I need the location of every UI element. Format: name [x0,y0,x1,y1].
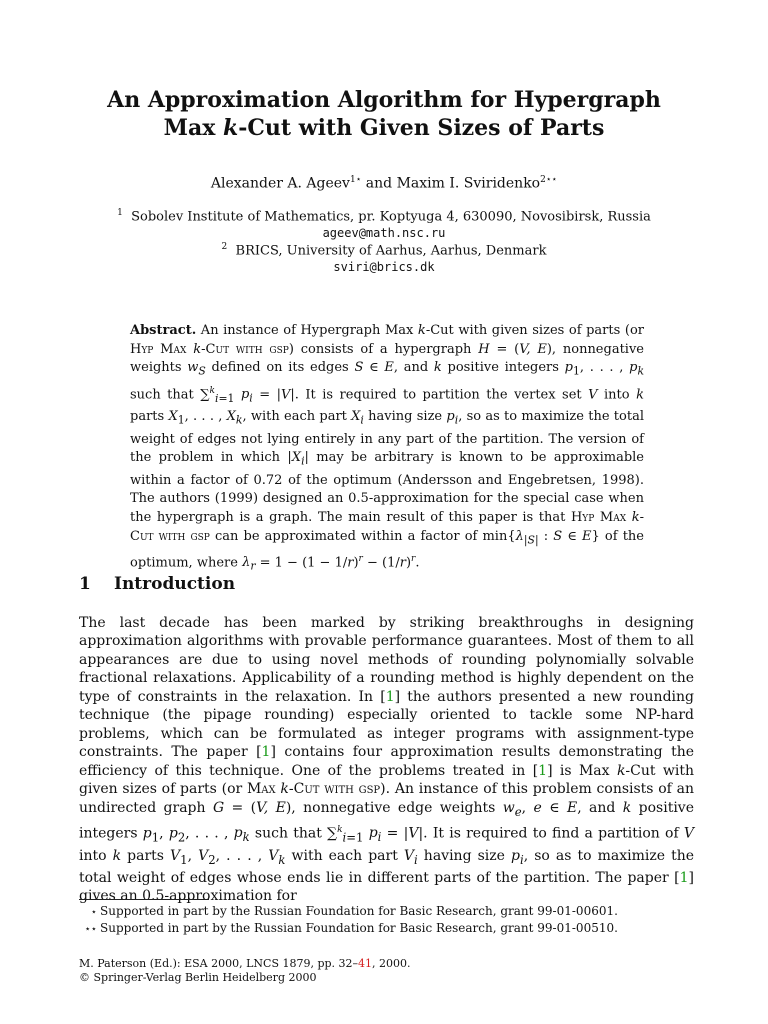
citation-link[interactable]: 1 [679,869,689,886]
affiliation-1: $^1$ Sobolev Institute of Mathematics, pr. Koptyuga 4, 630090, Novosibirsk, Russia [117,208,651,225]
authors: Alexander A. Ageev$^{1⋆}$ and Maxim I. Sviridenko$^{2⋆⋆}$ [210,175,558,192]
citation-link[interactable]: 1 [538,762,548,779]
abstract: Abstract. An instance of Hypergraph Max k-Cut with given sizes of parts (or Hyp Max k-Cut with gsp) consists of a hypergraph H = (V, E), nonnegative weights $w_S$ defined on its edges S ∈ E, and k positive integers $p_1$, . . . , $p_k$ such that ∑$^k_{i=1}$ $p_i = |V|$. It is required to partition the vertex set V into k parts $X_1$, . . . , $X_k$, with each part $X_i$ having size $p_i$, so as to maximize the total weight of edges not lying entirely in any part of the partition. The version of the problem in which $|X_i|$ may be arbitrary is known to be approximable within a factor of 0.72 of the optimum (Andersson and Engebretsen, 1998). The authors (1999) designed an 0.5-approximation for the special case when the hypergraph is a graph. The main result of this paper is that Hyp Max k-Cut with gsp can be approximated within a factor of $\min\{\lambda_{|S|}$ : S ∈ E} of the optimum, where $\lambda_r = 1 - (1 - 1/r)^r - (1/r)^r$. [130,323,645,573]
affiliation-1-email[interactable]: ageev@math.nsc.ru [322,226,446,240]
paper-title: An Approximation Algorithm for Hypergraph Max k-Cut with Given Sizes of Parts [107,87,661,141]
section-heading: 1 Introduction [79,574,236,594]
citation-link[interactable]: 1 [385,688,395,705]
introduction-text: The last decade has been marked by striking breakthroughs in designing approximation algorithms with provable performance guarantees. Most of them to all appearances are due to using novel methods of rounding polynomially solvable fractional relaxations. Applicability of a rounding method is highly dependent on the type of constraints in the relaxation. In [1] the authors presented a new rounding technique (the pipage rounding) especially oriented to tackle some NP-hard problems, which can be formulated as integer programs with assignment-type constraints. The paper [1] contains four approximation results demonstrating the efficiency of this technique. One of the problems treated in [1] is Max k-Cut with given sizes of parts (or Max k-Cut with gsp). An instance of this problem consists of an undirected graph G = (V, E), nonnegative edge weights $w_e$, e ∈ E, and k positive integers $p_1$, $p_2$, . . . , $p_k$ such that ∑$^k_{i=1}$ $p_i = |V|$. It is required to find a partition of V into k parts $V_1$, $V_2$, . . . , $V_k$ with each part $V_i$ having size $p_i$, so as to maximize the total weight of edges whose ends lie in different parts of the partition. The paper [1] gives an 0.5-approximation for [79,615,695,905]
affiliation-2: $^2$ BRICS, University of Aarhus, Aarhus, Denmark [221,242,547,259]
footnote-rule [79,899,209,900]
publication-info: M. Paterson (Ed.): ESA 2000, LNCS 1879, pp. 32–41, 2000. [79,957,411,970]
citation-link[interactable]: 1 [261,744,271,761]
copyright: © Springer-Verlag Berlin Heidelberg 2000 [79,971,317,984]
footnote-2: ⋆⋆ Supported in part by the Russian Foundation for Basic Research, grant 99-01-00510. [84,921,618,935]
affiliation-2-email[interactable]: sviri@brics.dk [333,260,435,274]
footnote-1: ⋆ Supported in part by the Russian Foundation for Basic Research, grant 99-01-00601. [90,904,618,918]
